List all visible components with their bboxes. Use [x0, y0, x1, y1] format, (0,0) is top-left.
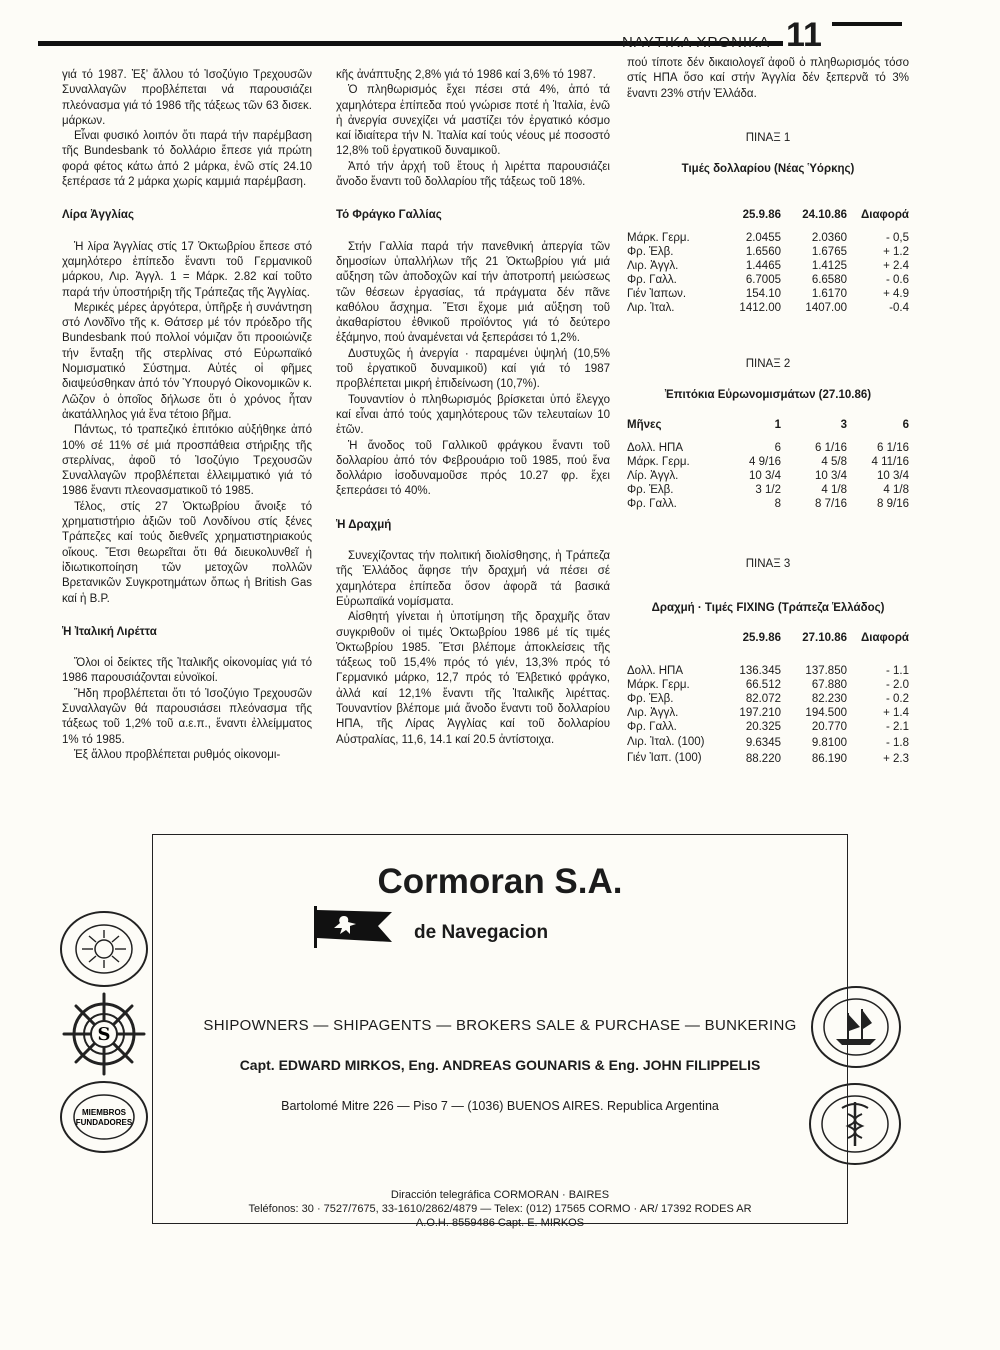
ad-services: SHIPOWNERS — SHIPAGENTS — BROKERS SALE & PURCHASE — BUNKERING	[203, 1017, 797, 1034]
column-header: 25.9.86	[742, 209, 781, 221]
cell: 6 1/16	[815, 442, 847, 454]
cell: + 2.4	[883, 260, 909, 272]
founding-members-seal	[58, 1078, 150, 1156]
cell: 1412.00	[739, 302, 781, 314]
cell: 1.6170	[811, 288, 847, 300]
table-3	[627, 632, 909, 766]
cell: + 1.2	[883, 246, 909, 258]
cell: - 0.6	[885, 274, 909, 286]
table-row	[627, 678, 909, 692]
ad-company-name: Cormoran S.A.	[377, 862, 623, 901]
table-row	[627, 259, 909, 273]
cell: - 1.1	[885, 665, 909, 677]
cell: 67.880	[811, 679, 847, 691]
cell: 82.230	[811, 693, 847, 705]
ad-aoh: A.O.H. 8559486 Capt. E. MIRKOS	[415, 1217, 585, 1229]
cell: 8	[774, 498, 781, 510]
paragraph: Ἀπό τήν ἀρχή τοῦ ἔτους ἡ λιρέττα παρουσιάζει ἄνοδο ἔναντι τοῦ δολλαρίου τῆς τάξεως τοῦ 18%.	[336, 160, 610, 189]
table-header-row	[627, 419, 909, 441]
paragraph: Ἡ λίρα Ἀγγλίας στίς 17 Ὀκτωβρίου ἔπεσε στό χαμηλότερο ἐπίπεδο ἔναντι τοῦ Γερμανικοῦ μάρκου, Λιρ. Ἀγγλ. 1 = Μάρκ. 2.82 καί τοῦτο παρά τήν ὑποστήριξη τῆς Τράπεζας τῆς Ἀγγλίας.	[62, 240, 312, 299]
column-header: 25.9.86	[742, 632, 781, 644]
cell: 9.6345	[745, 737, 781, 749]
publication-title: ΝΑΥΤΙΚΑ ΧΡΟΝΙΚΑ	[622, 34, 771, 51]
cell: 10 3/4	[749, 470, 781, 482]
cell: 66.512	[745, 679, 781, 691]
row-label: Φρ. Γαλλ.	[627, 721, 677, 733]
section-heading-drachma: Ἡ Δραχμή	[336, 518, 392, 531]
table-row	[627, 441, 909, 455]
column-header: 27.10.86	[802, 632, 847, 644]
ad-address: Bartolomé Mitre 226 — Piso 7 — (1036) BUENOS AIRES. Republica Argentina	[281, 1099, 719, 1113]
sunburst-seal-icon	[58, 908, 150, 990]
row-label: Μάρκ. Γερμ.	[627, 456, 690, 468]
table-row	[627, 483, 909, 497]
cell: 1.4125	[811, 260, 847, 272]
paragraph: Εἶναι φυσικό λοιπόν ὅτι παρά τήν παρέμβαση τῆς Bundesbank τό δολλάριο ἔπεσε γιά πρώτη φορά φέτος κάτω ἀπό 2 μάρκα, ἐνῶ στίς 24.10 ξεπέρασε τά 2 μάρκα χωρίς καμμιά παρέμβαση.	[62, 130, 312, 189]
cell: - 2.1	[885, 721, 909, 733]
row-label: Γιέν Ἰαπων.	[627, 288, 687, 300]
paragraph: Ὁ πληθωρισμός ἔχει πέσει στά 4%, ἀπό τά χαμηλότερα ἐπίπεδα πού γνώρισε ποτέ ἡ Ἰταλία, ἐνῶ ἡ ἀνεργία συνεχίζει νά μαστίζει τόν ἐργατικό κόσμο καί ἰδιαίτερα τήν Ν. Ἰταλία καί τούς νέους μέ ποσοστό 12,8% τοῦ ἐργατικοῦ δυναμικοῦ.	[336, 84, 610, 158]
ad-subtitle: de Navegacion	[414, 922, 549, 943]
cell: + 4.9	[883, 288, 909, 300]
cell: 1.4465	[745, 260, 781, 272]
paragraph: Ἡ ἄνοδος τοῦ Γαλλικοῦ φράγκου ἔναντι τοῦ δολλαρίου ἀπό τόν Φεβρουάριο τοῦ 1985, πού ἕνα δολλάριο ἰσοδυναμοῦσε πρός 10.27 φρ. ἔχει ξεπεράσει τό 40%.	[336, 439, 610, 498]
column-3	[627, 56, 909, 102]
row-label: Φρ. Ἑλβ.	[627, 246, 674, 258]
paragraph: Μερικές μέρες ἀργότερα, ὑπῆρξε ἡ συνάντηση στό Λονδῖνο τῆς κ. Θάτσερ μέ τόν πρόεδρο τῆς Bundesbank πού πολλοί νόμιζαν ὅτι προοιώνιζε τήν ἔνταξη τῆς στερλίνας στό Εὐρωπαϊκό Νομισματικό Σύστημα. Αὐτές οἱ φῆμες διαψεύσθηκαν ἀπό τόν Ὑπουργό Οἰκονομικῶν κ. Λῶζον ὁ ὁποῖος δήλωσε ὅτι ὁ χρόνος ἦταν ἀκατάλληλος γιά ἕνα τέτοιο βῆμα.	[62, 301, 312, 421]
cell: 197.210	[739, 707, 781, 719]
flag-logo-icon	[312, 904, 396, 950]
caduceus-seal-icon	[806, 1080, 904, 1168]
column-header: Μῆνες	[627, 419, 662, 431]
row-label: Μάρκ. Γερμ.	[627, 232, 690, 244]
svg-text:S: S	[97, 1024, 111, 1045]
table-row	[627, 455, 909, 469]
cell: 4 11/16	[871, 456, 909, 468]
paragraph: Συνεχίζοντας τήν πολιτική διολίσθησης, ἡ Τράπεζα τῆς Ἑλλάδος ἄφησε τήν δραχμή νά πέσει σέ χαμηλότερα ἐπίπεδα ὅσον ἀφορᾶ τά βασικά Εὐρωπαϊκά νομίσματα.	[336, 550, 610, 608]
header-rule-right	[832, 22, 902, 26]
section-heading-franc: Τό Φράγκο Γαλλίας	[336, 209, 442, 222]
row-label: Δολλ. ΗΠΑ	[627, 665, 684, 677]
table-3-title: Δραχμή · Τιμές FIXING (Τράπεζα Ἑλλάδος)	[651, 602, 885, 614]
table-corner	[627, 632, 723, 654]
table-corner	[627, 209, 723, 231]
paragraph: πού τίποτε δέν δικαιολογεῖ ἀφοῦ ὁ πληθωρισμός τόσο στίς ΗΠΑ ὅσο καί στήν Ἀγγλία δέν ξεπερνᾶ τό 3% ἔναντι 23% στήν Ἑλλάδα.	[627, 57, 909, 100]
table-row	[627, 692, 909, 706]
paragraph: Πάντως, τό τραπεζικό ἐπιτόκιο αὐξήθηκε ἀπό 10% σέ 11% σέ μιά προσπάθεια στήριξης τῆς στερλίνας, ἀφοῦ τό Ἰσοζύγιο Τρεχουσῶν Συναλλαγῶν προβλέπεται ἐλλειμματικό γιά τό 1986 ἔναντι πλεονασματικοῦ τό 1985.	[62, 424, 312, 498]
row-label: Φρ. Γαλλ.	[627, 274, 677, 286]
section-heading-pound: Λίρα Ἀγγλίας	[62, 209, 134, 222]
cell: 194.500	[805, 707, 847, 719]
cell: + 2.3	[883, 753, 909, 765]
cell: 8 9/16	[877, 498, 909, 510]
paragraph: Ὅλοι οἱ δείκτες τῆς Ἰταλικῆς οἰκονομίας γιά τό 1986 παρουσιάζονται εὐνοϊκοί.	[62, 657, 312, 685]
cell: 20.325	[745, 721, 781, 733]
paragraph: Τέλος, στίς 27 Ὀκτωβρίου ἄνοιξε τό χρηματιστήριο ἀξιῶν τοῦ Λονδίνου στίς ξένες Τράπεζες καί τούς διεθνεῖς χρηματιστηριακούς οἴκους. Ἔτσι θεωρεῖται ὅτι θά διευκολυνθεῖ ἡ ἰδιωτικοποίηση τῶν μετοχῶν πολλῶν Βρετανικῶν Συγκροτημάτων ὅπως ἡ British Gas καί ἡ B.P.	[62, 500, 312, 605]
table-1-label: ΠΙΝΑΞ 1	[745, 132, 791, 144]
column-header: 6	[902, 419, 909, 431]
table-row	[627, 734, 909, 750]
row-label: Φρ. Ἑλβ.	[627, 484, 674, 496]
table-header-row	[627, 632, 909, 654]
seal-members-line1: MIEMBROS	[82, 1108, 126, 1117]
column-header: 3	[840, 419, 847, 431]
row-label: Λιρ. Ἰταλ.	[627, 302, 675, 314]
cell: 6	[774, 442, 781, 454]
cell: 10 3/4	[815, 470, 847, 482]
table-3-label: ΠΙΝΑΞ 3	[745, 558, 791, 570]
cell: 2.0455	[745, 232, 781, 244]
row-label: Φρ. Ἑλβ.	[627, 693, 674, 705]
paragraph: Τουναντίον ὁ πληθωρισμός βρίσκεται ὑπό ἔλεγχο καί εἶναι ἀπό τούς χαμηλότερους τῶν τελευταίων 10 ἐτῶν.	[336, 393, 610, 437]
paragraph: Αἰσθητή γίνεται ἡ ὑποτίμηση τῆς δραχμῆς ὅταν συγκριθοῦν οἱ τιμές Ὀκτωβρίου 1986 μέ τίς τιμές Ὀκτωβρίου 1985. Ἔτσι βλέπομε ἀποκλείσεις τῆς τάξεως τοῦ 15,4% πρός τό γιέν, 13,3% πρός τό Γερμανικό μάρκο, 12,7 πρός τό Ἑλβετικό φράγκο, ἀλλά καί 12,1% ἔναντι τῆς Ἰταλικῆς λιρέττας. Τουναντίον βλέπομε μιά ἄνοδο ἔναντι τοῦ δολλαρίου ΗΠΑ, τῆς Λίρας Ἀγγλίας καί τοῦ δολλαρίου Αὐστραλίας, 11,6, 14.1 καί 20.5 ἀντίστοιχα.	[336, 611, 610, 746]
column-2	[336, 68, 610, 748]
cell: 3 1/2	[755, 484, 781, 496]
row-label: Δολλ. ΗΠΑ	[627, 442, 684, 454]
table-row	[627, 231, 909, 245]
cell: - 2.0	[885, 679, 909, 691]
cell: - 0.2	[885, 693, 909, 705]
column-header: 24.10.86	[802, 209, 847, 221]
cell: - 1.8	[885, 737, 909, 749]
row-label: Λιρ. Ἀγγλ.	[627, 260, 679, 272]
column-header: Διαφορά	[861, 632, 909, 644]
column-header: Διαφορά	[861, 209, 909, 221]
cell: 10 3/4	[877, 470, 909, 482]
table-row	[627, 497, 909, 511]
cell: 88.220	[745, 753, 781, 765]
cell: 154.10	[745, 288, 781, 300]
row-label: Λιρ. Ἀγγλ.	[627, 707, 679, 719]
table-1	[627, 209, 909, 315]
cell: 4 5/8	[821, 456, 847, 468]
row-label: Φρ. Γαλλ.	[627, 498, 677, 510]
cell: 1.6765	[811, 246, 847, 258]
cell: 4 9/16	[749, 456, 781, 468]
table-row	[627, 273, 909, 287]
table-row	[627, 469, 909, 483]
cell: 6 1/16	[877, 442, 909, 454]
page-number: 11	[786, 16, 822, 54]
table-1-title: Τιμές δολλαρίου (Νέας Ὑόρκης)	[681, 163, 855, 175]
table-spacer	[627, 654, 909, 664]
cell: 1407.00	[805, 302, 847, 314]
cell: 82.072	[745, 693, 781, 705]
cell: 1.6560	[745, 246, 781, 258]
paragraph: Δυστυχῶς ἡ ἀνεργία · παραμένει ὑψηλή (10,5% τοῦ ἐργατικοῦ δυναμικοῦ) καί γιά τό 1987 προβλέπεται μικρή ἐπιδείνωση (10,7%).	[336, 347, 610, 391]
row-label: Λίρ. Ἀγγλ.	[627, 470, 679, 482]
table-2-title: Ἐπιτόκια Εὐρωνομισμάτων (27.10.86)	[664, 389, 872, 401]
seal-members-line2: FUNDADORES	[75, 1118, 133, 1127]
table-header-row	[627, 209, 909, 231]
cell: 9.8100	[811, 737, 847, 749]
cell: + 1.4	[883, 707, 909, 719]
cell: 8 7/16	[815, 498, 847, 510]
table-2-label: ΠΙΝΑΞ 2	[745, 358, 791, 370]
table-row	[627, 720, 909, 734]
section-heading-lira: Ἡ Ἰταλική Λιρέττα	[62, 625, 157, 638]
cell: -0.4	[889, 302, 909, 314]
cell: 6.7005	[745, 274, 781, 286]
paragraph: γιά τό 1987. Ἐξ’ ἄλλου τό Ἰσοζύγιο Τρεχουσῶν Συναλλαγῶν προβλέπεται νά παρουσιάζει πλεόνασμα γιά τό 1986 τῆς τάξεως τῶν 63 δισεκ. μάρκων.	[62, 69, 312, 127]
table-row	[627, 245, 909, 259]
ad-principals: Capt. EDWARD MIRKOS, Eng. ANDREAS GOUNARIS & Eng. JOHN FILIPPELIS	[239, 1057, 761, 1073]
paragraph: Ἐξ ἄλλου προβλέπεται ρυθμός οἰκονομι-	[74, 748, 281, 761]
ad-telegraph: Diracción telegráfica CORMORAN · BAIRES	[390, 1189, 610, 1201]
ad-phones: Teléfonos: 30 · 7527/7675, 33-1610/2862/4879 — Telex: (012) 17565 CORMO · AR/ 17392 RODES AR	[248, 1203, 752, 1215]
cell: 137.850	[805, 665, 847, 677]
cell: - 0,5	[885, 232, 909, 244]
table-row	[627, 664, 909, 678]
cell: 4 1/8	[821, 484, 847, 496]
table-row	[627, 287, 909, 301]
table-row	[627, 301, 909, 315]
row-label: Μάρκ. Γερμ.	[627, 679, 690, 691]
paragraph: κῆς ἀνάπτυξης 2,8% γιά τό 1986 καί 3,6% τό 1987.	[336, 69, 596, 81]
cell: 4 1/8	[883, 484, 909, 496]
paragraph: Στήν Γαλλία παρά τήν πανεθνική ἀπεργία τῶν δημοσίων ὑπαλλήλων τῆς 21 Ὀκτωβρίου γιά μιά αὔξηση τῶν ἀποδοχῶν καί τήν ἀποτροπή μειώσεως τῶν θέσεων ἐργασίας, τά πράγματα δέν πᾶνε καθόλου ἄσχημα. Ἔτσι ἔχομε μιά αὔξηση τοῦ ἀκαθαρίστου ἐθνικοῦ προϊόντος γιά τό δεύτερο ἑξάμηνο, πού ἀναμένεται νά ξεπεράσει τό 1,2%.	[336, 240, 610, 345]
cell: 6.6580	[811, 274, 847, 286]
column-1	[62, 68, 312, 763]
cell: 86.190	[811, 753, 847, 765]
table-row	[627, 750, 909, 766]
table-2	[627, 419, 909, 511]
table-row	[627, 706, 909, 720]
paragraph: Ἤδη προβλέπεται ὅτι τό Ἰσοζύγιο Τρεχουσῶν Συναλλαγῶν θά παρουσιάσει πλεόνασμα τῆς τάξεως τοῦ 1,2% τοῦ α.ε.π., ἔναντι ἐλλείμματος 1% τό 1985.	[62, 687, 312, 746]
row-label: Λιρ. Ἰταλ. (100)	[627, 736, 705, 748]
cell: 20.770	[811, 721, 847, 733]
row-label: Γιέν Ἰαπ. (100)	[627, 752, 702, 764]
cell: 2.0360	[811, 232, 847, 244]
column-header: 1	[774, 419, 781, 431]
cell: 136.345	[739, 665, 781, 677]
